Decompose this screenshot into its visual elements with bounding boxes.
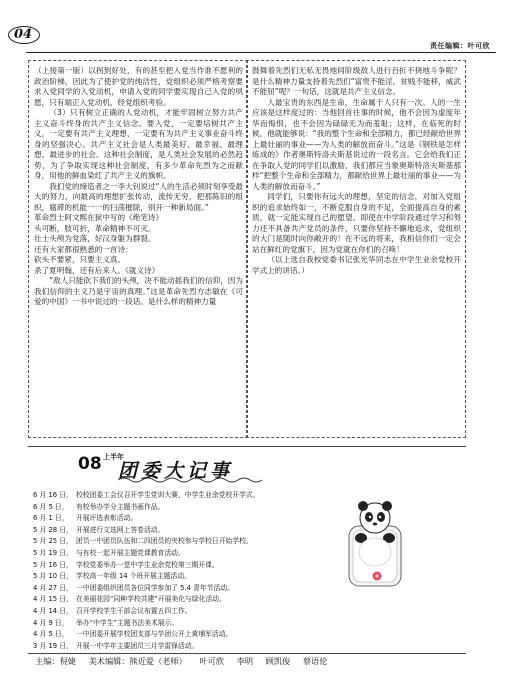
events-title — [78, 452, 278, 486]
event-text: 有校举办学分主题书画作品。 — [76, 502, 165, 511]
event-item — [33, 502, 363, 514]
event-text: 校校团委工会仪召开学生党训大赛，中学生业余党校开学式。 — [76, 491, 260, 499]
article-paragraph: 人最宝贵的东西是生命，生命属于人只有一次。人的一生应该是这样度过的：当他回首往事的时候，他不会因为虚度年华而悔恨，也不会因为碌碌无为而羞耻；这样，在临死的时候，他就能够说：“我的整个生命和全部精力，都已经献给世界上最壮丽的事业——为人类的解放而奋斗。”这是《钢铁是怎样炼成的》作者奥斯特洛夫斯基说过的一段名言。它会给我们正在争取入党的同学们以激励，我们都应当象奥斯特洛夫斯基那样“把整个生命和全部精力，都献给世界上最壮丽的事业——为人类的解放而奋斗。” — [252, 97, 461, 191]
events-title-sub: 上半年 — [103, 453, 124, 461]
event-date: 5 月 16 日， — [33, 560, 73, 569]
event-item — [33, 536, 363, 548]
event-date: 4 月 14 日， — [33, 606, 73, 615]
event-item — [33, 618, 363, 630]
event-item — [33, 594, 363, 606]
section-divider — [28, 446, 466, 447]
event-text: 与有校一起开展主题党课教育活动。 — [76, 548, 185, 557]
event-date: 5 月 25 日， — [33, 537, 73, 546]
responsible-editor: 责任编辑：叶可欣 — [430, 42, 490, 50]
event-date: 5 月 28 日， — [33, 525, 73, 534]
event-text: 召开学校学生干部会议布置五四工作。 — [76, 606, 192, 615]
poem-line: 砍头不要紧，只要主义真。 — [34, 255, 126, 264]
events-list — [33, 490, 363, 652]
event-text: 一中团委开展学校团支部与学团公开上黄埔军活动。 — [76, 630, 233, 639]
events-title-main: 团委大记事 — [118, 460, 234, 482]
editorial-credits — [35, 656, 337, 667]
page-number: 04 — [14, 27, 33, 42]
event-date: 5 月 19 日， — [33, 548, 73, 557]
header-divider — [26, 52, 496, 53]
poem-line: 杀了夏明翰，还有后来人。《就义诗》 — [34, 265, 160, 275]
staff-member: 顾凯俊 — [265, 656, 291, 666]
article-right-column — [246, 60, 466, 438]
event-item — [33, 629, 363, 641]
event-date: 5 月 10 日， — [33, 572, 73, 581]
event-text: 学校高一年级 14 个班开展主题活动。 — [76, 572, 191, 581]
event-item — [33, 583, 363, 595]
poem-line: 壮士头颅为党落，好汉身躯为群裂。 — [34, 234, 156, 243]
event-date: 4 月 15 日， — [33, 595, 73, 604]
event-date: 6 月 1 日， — [33, 514, 69, 523]
event-date: 6 月 5 日， — [33, 502, 69, 511]
event-date: 4 月 27 日， — [33, 583, 73, 592]
event-item — [33, 525, 363, 537]
event-item — [33, 641, 363, 653]
article-source-note: （以上选自我校党委书记张光华同志在中学生业余党校开学式上的讲话。） — [252, 255, 461, 275]
event-item — [33, 490, 363, 502]
event-text: 一中团委组织团员各位同学参加了 5.4 青年节活动。 — [76, 583, 234, 592]
poem-line: 还有大家都很熟悉的一首诗： — [34, 244, 133, 254]
credits-divider — [28, 653, 466, 654]
event-text: 开展进行文选网上答卷活动。 — [76, 525, 165, 534]
article-left-column — [28, 60, 248, 438]
event-item — [33, 548, 363, 560]
poem-line: 革命烈士阿文熙在狱中写的《绝笔诗》 — [34, 213, 164, 222]
event-date: 6 月 16 日， — [33, 491, 73, 499]
event-item — [33, 513, 363, 525]
title-underline-wave — [118, 476, 268, 484]
event-text: 开展一中学年主要团员三月学雷锋活动。 — [76, 641, 199, 650]
art-editors: 美术编辑：熊近爱（老师） — [88, 656, 187, 666]
event-text: 学校党委举办一堂中学生业余党校第三期开课。 — [76, 560, 219, 569]
event-date: 3 月 19 日， — [33, 641, 73, 650]
event-date: 4 月 5 日， — [33, 630, 69, 639]
staff-member: 叶可欣 — [199, 656, 225, 666]
article-paragraph: （3）只有树立正确的人党动机，才能牢固树立努力共产主义奋斗终身的共产主义信念。要入党，一定要培树共产主义，一定要有共产主义理想，一定要有为共产主义事业奋斗终身的坚强决心。共产主义社会是人类最美好、最幸福、最理想、最进步的社会。这种社会制度，是人类社会发展的必然趋势，为了争取实现这种社会制度，有多少革命先烈为之而献身，用他的鲜血染红了共产主义的旗帜。 — [34, 108, 243, 180]
event-item — [33, 571, 363, 583]
editor-in-chief: 主编：倪婕 — [35, 656, 76, 666]
staff-member: 李明 — [236, 656, 254, 666]
event-date: 4 月 9 日， — [33, 618, 69, 627]
article-paragraph: （上接第一版）以拐到好处，有的甚至把入党当作谁不愿利的政治阶梯，因此为了使护党的纯洁性，党组织必须严格考察要求入党同学的入党动机，申请入党的同学要实现自己入党的夙愿，只有端正入党动机，经党组织考验。 — [34, 66, 243, 107]
panda-illustration — [339, 496, 411, 592]
event-text: 在美丽花园“同种学校共建”开展美化与绿化活动。 — [76, 595, 226, 604]
article-paragraph: 同学们，只要你有远大的理想，坚定的信念，对加入党组织的追求始终如一，不断克服自身的不足，全面提高自身的素质，就一定能实现自己的愿望。即使在中学阶段通过学习和努力还不具备共产党员的条件，只要你坚持不懈地追求，党组织的大门是随时向你敞开的！在不远的将来，我相信你们一定会站在鲜红的党旗下，因为党就在你们的召唤！ — [252, 192, 461, 254]
events-title-number: 08 — [78, 454, 102, 474]
event-text: 团员一中团员队伍和二四团员的夹校参与学校日开始学校。 — [76, 537, 253, 546]
page-number-badge — [8, 26, 40, 44]
event-item — [33, 560, 363, 572]
event-text: 开展评选表彰活动。 — [76, 514, 138, 523]
event-text: 举办“中学生”主题书法美术展示。 — [76, 618, 179, 627]
staff-member: 蔡语伦 — [302, 656, 328, 666]
poem-line: 头可断，肢可折，革命精神不可灭。 — [34, 223, 156, 233]
article-paragraph: “敌人只能砍下我们的头颅，决不能动摇我们的信仰，因为我们信仰的主义乃是宇宙的真理。”这是革命先烈方志敏在《可爱的中国》一书中说过的一段话。是什么样的精神力量 — [34, 276, 243, 306]
article-paragraph: 我们党的缔造者之一李大钊说过“人的生活必须时刻享受最大的努力，向最高的理想扩张传动，流传无穷，把那陈旧的组织，腐滞的机能一一的扫荡摧除，别开一种新局面。” — [34, 181, 243, 212]
article-paragraph: 鼓舞着先烈们无私无畏地同阶级敌人进行百折不挠地斗争呢？是什么精神力量支持着先烈们“富贵不能淫，贫贱不能移，威武不能屈”呢？一句话，这就是共产主义信念。 — [252, 66, 461, 96]
event-item — [33, 606, 363, 618]
